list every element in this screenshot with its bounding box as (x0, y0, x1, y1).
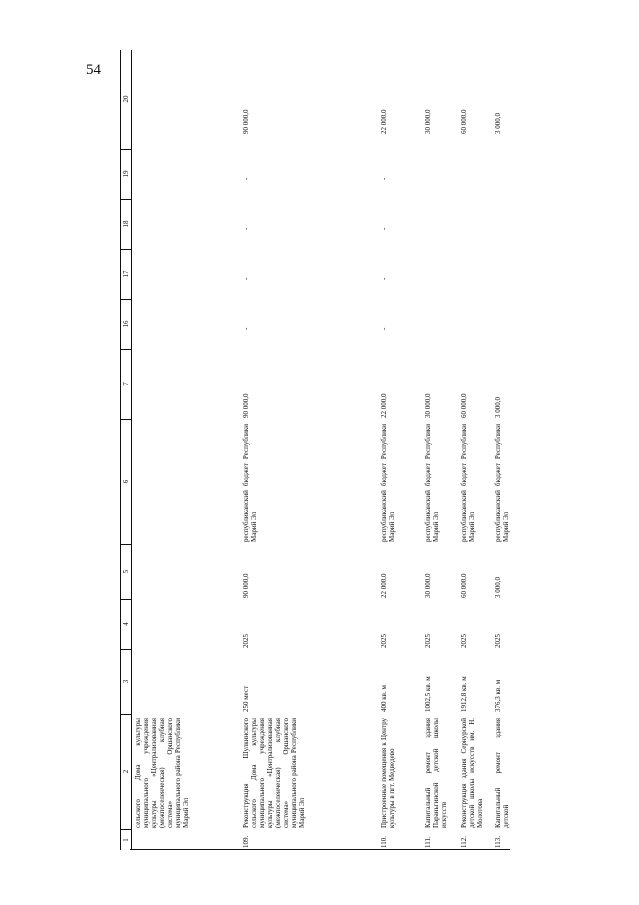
row-112-year: 2025 (460, 634, 468, 648)
row-111-col7: 30 000,0 (424, 393, 432, 418)
row-109-year: 2025 (242, 634, 250, 648)
row-109-col7: 90 000,0 (242, 393, 250, 418)
row-113-col7: 3 000,0 (494, 397, 502, 418)
header-col-16: 16 (121, 299, 131, 350)
row-110-source: республиканский бюджет Республики Марий Эл (380, 424, 396, 542)
row-109-col20: 90 000,0 (242, 109, 250, 134)
header-col-1: 1 (122, 838, 130, 842)
row-112-name: Реконструкция здания Сернурской детской школы искусств им. Н. Молотова (460, 718, 484, 828)
row-109-name: Реконструкция Шулкинского сельского Дома культуры муниципального учреждения культуры «Централизованная (межпоселенческая) клубная система» Оршанского муниципального района Республики Марий Эл (242, 718, 306, 828)
header-col-4: 4 (121, 599, 131, 650)
row-111-number: 111. (424, 836, 432, 848)
row-109-number: 109. (242, 835, 250, 848)
row-110-cost: 22 000,0 (380, 573, 388, 598)
row-110-col20: 22 000,0 (380, 109, 388, 134)
row-109-col18: - (242, 227, 250, 230)
row-110-name: Пристроенные помещения к Центру культуры в пгт. Медведево (380, 718, 396, 828)
row-113-col20: 3 000,0 (494, 113, 502, 134)
row-111-name: Капитальный ремонт здания Параньгинской детской школы искусств (424, 718, 448, 828)
row-113-capacity: 376,3 кв. м (494, 679, 502, 712)
row-112-capacity: 1912,8 кв. м (460, 676, 468, 712)
header-col-3: 3 (121, 649, 131, 715)
row-111-capacity: 1002,5 кв. м (424, 676, 432, 712)
row-113-year: 2025 (494, 634, 502, 648)
row-110-col17: - (380, 277, 388, 280)
row-109-col19: - (242, 177, 250, 180)
rotated-table-area (120, 60, 639, 848)
page-number: 54 (86, 62, 101, 78)
row-109-capacity: 250 мест (242, 685, 250, 712)
row-113-number: 113. (494, 836, 502, 848)
row-109-source: республиканский бюджет Республики Марий Эл (242, 424, 258, 542)
header-col-18: 18 (121, 199, 131, 250)
row-109-col16: - (242, 327, 250, 330)
header-col-2: 2 (121, 714, 131, 830)
row-113-cost: 3 000,0 (494, 577, 502, 598)
row-109-cost: 90 000,0 (242, 573, 250, 598)
row-111-year: 2025 (424, 634, 432, 648)
table-rule-left (130, 849, 510, 850)
row-109-col17: - (242, 277, 250, 280)
row-113-source: республиканский бюджет Республики Марий Эл (494, 424, 510, 542)
header-col-20: 20 (121, 49, 131, 150)
row-110-col18: - (380, 227, 388, 230)
row-110-col7: 22 000,0 (380, 393, 388, 418)
header-col-5: 5 (121, 544, 131, 600)
row-111-source: республиканский бюджет Республики Марий Эл (424, 424, 440, 542)
header-col-6: 6 (121, 419, 131, 545)
row-112-col7: 60 000,0 (460, 393, 468, 418)
row-110-year: 2025 (380, 634, 388, 648)
row-112-col20: 60 000,0 (460, 109, 468, 134)
row-110-number: 110. (380, 836, 388, 848)
row-112-cost: 60 000,0 (460, 573, 468, 598)
row-112-source: республиканский бюджет Республики Марий Эл (460, 424, 476, 542)
header-col-17: 17 (121, 249, 131, 300)
row-111-col20: 30 000,0 (424, 109, 432, 134)
row-continued-name: сельского Дома культуры муниципального учреждения культуры «Централизованная (межпоселенческая) клубная система» Оршанского муниципального района Республики Марий Эл (134, 718, 190, 828)
header-col-19: 19 (121, 149, 131, 200)
row-113-name: Капитальный ремонт здания детской (494, 718, 510, 828)
row-110-capacity: 400 кв. м (380, 685, 388, 712)
row-110-col19: - (380, 177, 388, 180)
budget-table (120, 50, 510, 850)
row-111-cost: 30 000,0 (424, 573, 432, 598)
row-112-number: 112. (460, 836, 468, 848)
header-col-7: 7 (121, 349, 131, 420)
row-110-col16: - (380, 327, 388, 330)
table-header (120, 50, 132, 850)
